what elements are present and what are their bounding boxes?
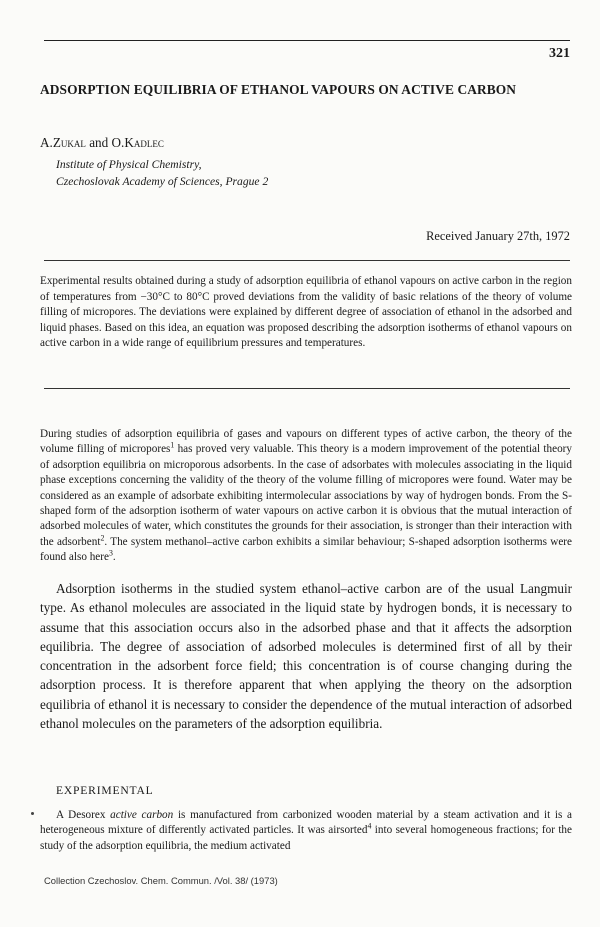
experimental-text-2: is manufactured from carbonized wooden material by a steam activation and it is a heterogeneous mixture of differently activated particles. It was airsorted xyxy=(40,809,572,837)
affiliation-line-2: Czechoslovak Academy of Sciences, Prague 2 xyxy=(56,175,269,188)
experimental-text-1: A Desorex xyxy=(56,809,111,821)
author-2-initial: O. xyxy=(111,135,125,150)
section-heading-experimental: EXPERIMENTAL xyxy=(56,784,154,797)
experimental-paragraph xyxy=(40,808,572,854)
abstract-top-rule xyxy=(44,260,570,261)
intro-text-4: . xyxy=(112,551,116,564)
affiliation-line-1: Institute of Physical Chemistry, xyxy=(56,158,202,171)
authors-and: and xyxy=(89,135,109,150)
article-title: ADSORPTION EQUILIBRIA OF ETHANOL VAPOURS ON ACTIVE CARBON xyxy=(40,82,517,97)
reference-4: 4 xyxy=(367,821,372,831)
reference-2: 2 xyxy=(100,533,105,543)
authors xyxy=(40,135,164,151)
margin-mark xyxy=(31,812,34,815)
abstract: Experimental results obtained during a study of adsorption equilibria of ethanol vapours on active carbon in the region of temperatures from −30°C to 80°C proved deviations from the validity of basic relations of the theory of volume filling of micropores. The deviations were explained by different degree of association of ethanol in the adsorbed and liquid phases. Based on this idea, an equation was proposed describing the adsorption isotherms of ethanol vapours on active carbon in a wide range of equilibrium pressures and temperatures. xyxy=(40,275,572,350)
abstract-bottom-rule xyxy=(44,388,570,389)
page-number: 321 xyxy=(549,46,570,61)
reference-3: 3 xyxy=(108,548,113,558)
reference-1: 1 xyxy=(170,440,175,450)
experimental-italic-term: active carbon xyxy=(110,809,174,821)
journal-footer: Collection Czechoslov. Chem. Commun. /Vol. 38/ (1973) xyxy=(44,875,278,886)
intro-text-3: . The system methanol–active carbon exhibits a similar behaviour; S-shaped adsorption isotherms were found also here xyxy=(40,535,572,564)
author-2-surname: Kadlec xyxy=(124,135,164,150)
received-date: Received January 27th, 1972 xyxy=(426,229,570,243)
affiliation xyxy=(56,156,268,190)
top-rule xyxy=(44,40,570,41)
intro-text-1: During studies of adsorption equilibria of gases and vapours on different types of active carbon, the theory of the volume filling of micropores xyxy=(40,428,572,456)
body-paragraph: Adsorption isotherms in the studied system ethanol–active carbon are of the usual Langmuir type. As ethanol molecules are associated in the liquid state by hydrogen bonds, it is necessary to assume that this association occurs also in the adsorbed phase and that it affects the adsorption equilibria. The degree of association of adsorbed molecules is determined first of all by their concentration in the adsorbent force field; this concentration is of course changing during the adsorption process. It is therefore apparent that when applying the theory on the adsorption equilibria of ethanol it is necessary to consider the dependence of the mutual interaction of adsorbed ethanol molecules on the parameters of the adsorption equilibria. xyxy=(40,581,572,732)
intro-paragraph xyxy=(40,427,572,566)
intro-text-2: has proved very valuable. This theory is a modern improvement of the potential theory of adsorption equilibria on microporous adsorbents. In the case of adsorbates with molecules associating in the liquid phase exceptions concerning the validity of the theory of the volume filling of micropores were found. Water may be considered as an example of adsorbate exhibiting intermolecular associations by way of hydrogen bonds. From the S-shaped form of the adsorption isotherm of water vapours on active carbon it is obvious that the mutual interaction of adsorbed molecules of water, which constitutes the grounds for their association, is stronger than their interaction with the adsorbent xyxy=(40,443,572,548)
author-1-surname: Zukal xyxy=(52,135,86,150)
experimental-text-3: into several homogeneous fractions; for the study of the adsorption equilibria, the medium activated xyxy=(40,824,572,852)
author-1-initial: A. xyxy=(40,135,53,150)
